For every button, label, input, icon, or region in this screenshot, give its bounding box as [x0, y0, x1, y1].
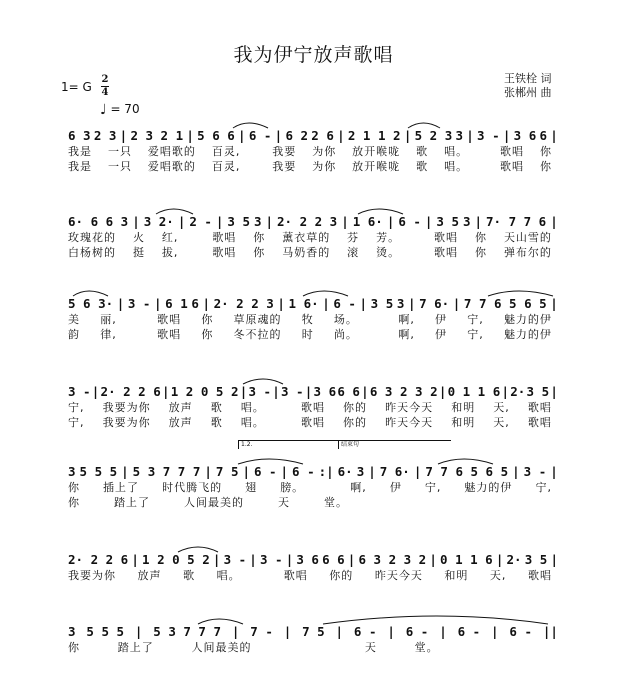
- lyric-word: 烫。: [376, 246, 401, 259]
- lyric-word: 歌唱: [300, 401, 325, 414]
- lyric-word: 你: [253, 246, 266, 259]
- lyric-word: 唱。: [444, 145, 469, 158]
- note-group: 6 3 2 3 2: [358, 552, 427, 567]
- lyric-word: 天山雪的: [503, 231, 552, 244]
- lyrics-verse-1: [68, 143, 558, 158]
- note-group: 2 -: [189, 214, 212, 229]
- bar-line: |: [238, 128, 246, 143]
- lyric-word: 挺: [132, 246, 145, 259]
- bar-line: |: [337, 128, 345, 143]
- bar-line: |: [134, 624, 143, 639]
- note-group: 3 6: [296, 552, 319, 567]
- lyric-word: 你的: [329, 569, 354, 582]
- lyric-word: 你: [539, 145, 552, 158]
- lyric-word: 我要为你: [102, 401, 151, 414]
- note-group: 3 5: [436, 214, 459, 229]
- note-group: 7 5: [215, 464, 239, 479]
- score-system: [68, 124, 558, 173]
- note-group: 3 -: [523, 464, 547, 479]
- note-group: 5 6 3·: [68, 296, 114, 311]
- note-group: 1 6·: [288, 296, 319, 311]
- bar-line: |: [161, 384, 170, 399]
- bar-line: |: [491, 624, 499, 639]
- lyric-word: 膀。: [280, 481, 305, 494]
- lyric-word: 放声: [168, 401, 193, 414]
- lyrics-verse-1: [68, 399, 558, 414]
- bar-line: |: [347, 552, 356, 567]
- composer-credit: 张郴州 曲: [504, 86, 552, 99]
- tempo-text: = 70: [110, 102, 140, 116]
- lyric-word: 韵: [68, 328, 80, 341]
- bar-line: |: [550, 552, 558, 567]
- note-group: 6 6: [337, 384, 360, 399]
- lyric-word: 昨天今天: [385, 416, 434, 429]
- note-group: 0 1 1 6: [440, 552, 493, 567]
- bar-line: |: [512, 464, 520, 479]
- bar-line: |: [413, 464, 422, 479]
- lyric-word: 啊,: [350, 481, 367, 494]
- lyric-word: 百灵,: [211, 160, 241, 173]
- lyric-word: 为你: [312, 160, 337, 173]
- lyric-word: 和明: [451, 401, 476, 414]
- lyric-word: 唱。: [216, 569, 241, 582]
- lyric-word: 歌唱: [157, 328, 182, 341]
- note-group: 6 -: [292, 464, 315, 479]
- note-group: 3 5: [370, 296, 394, 311]
- note-group: 6: [539, 128, 548, 143]
- lyric-word: 尚。: [333, 328, 358, 341]
- bar-line: |: [466, 128, 474, 143]
- note-group: 1 2 0 5 2: [142, 552, 210, 567]
- lyric-word: 美: [68, 313, 80, 326]
- note-group: 7 -: [250, 624, 273, 639]
- lyric-word: 你: [474, 246, 487, 259]
- lyric-word: 踏上了: [117, 641, 154, 654]
- lyric-word: 伊: [389, 481, 402, 494]
- lyric-word: 歌唱: [157, 313, 182, 326]
- note-group: 1 2 0 5 2: [170, 384, 239, 399]
- lyric-word: 我要: [272, 145, 297, 158]
- lyric-word: 我是: [68, 145, 92, 158]
- lyric-word: 薰衣草的: [282, 231, 331, 244]
- lyric-word: 昨天今天: [374, 569, 423, 582]
- bar-line: |: [550, 128, 558, 143]
- lyric-word: 魅力的伊: [503, 328, 552, 341]
- note-group: 6 -: [509, 624, 532, 639]
- bar-line: |: [285, 552, 294, 567]
- score-system: [68, 620, 558, 654]
- bar-line: |: [359, 296, 368, 311]
- volta-first-ending: 1.2.: [238, 440, 361, 449]
- score-system: [68, 548, 558, 582]
- bar-line: |: [249, 552, 257, 567]
- bar-line: |: [202, 296, 210, 311]
- bar-line: |: [474, 214, 483, 229]
- bar-line: |: [131, 552, 139, 567]
- lyric-word: 放开喉咙: [352, 160, 401, 173]
- note-group: 3 6: [313, 384, 337, 399]
- quarter-note-icon: ♩: [100, 102, 107, 118]
- bar-line: |: [335, 624, 344, 639]
- bar-line: |: [439, 624, 447, 639]
- lyric-word: 歌唱: [527, 416, 552, 429]
- lyric-word: 天: [278, 496, 290, 509]
- note-group: 7 7 6 5 6 5: [425, 464, 509, 479]
- note-group: 6·: [337, 464, 353, 479]
- lyrics-verse-1: [68, 479, 558, 494]
- bar-line: |: [361, 384, 369, 399]
- bar-line: |: [368, 464, 376, 479]
- bar-line: |: [403, 128, 412, 143]
- lyric-word: 宁,: [68, 416, 85, 429]
- note-group: 6 -: [253, 464, 277, 479]
- note-group: 6 6: [322, 552, 345, 567]
- lyrics-verse-2: [68, 158, 558, 173]
- lyric-word: 百灵,: [211, 145, 241, 158]
- lyric-word: 你: [68, 641, 80, 654]
- lyric-word: 我要为你: [102, 416, 151, 429]
- bar-line: |: [280, 464, 289, 479]
- note-group: 1 6·: [352, 214, 383, 229]
- lyric-word: 歌: [416, 160, 429, 173]
- lyrics-verse-1: [68, 567, 558, 582]
- bar-line: ||: [542, 624, 558, 639]
- melody-line: [68, 548, 558, 567]
- lyric-word: 宁,: [467, 328, 484, 341]
- lyric-word: 宁,: [535, 481, 552, 494]
- note-group: 3 5: [526, 384, 550, 399]
- melody-line: [68, 124, 558, 143]
- lyrics-verse-2: [68, 244, 558, 259]
- note-group: 0 1 1 6: [447, 384, 501, 399]
- lyric-word: 天,: [489, 569, 507, 582]
- lyric-word: 唱。: [444, 160, 469, 173]
- note-group: 3 -: [259, 552, 283, 567]
- lyric-word: 你: [68, 481, 80, 494]
- note-group: 5 3 7 7 7: [153, 624, 222, 639]
- time-signature: [101, 75, 109, 98]
- lyric-word: 我要为你: [68, 569, 116, 582]
- time-signature-top: 2: [101, 74, 109, 85]
- lyric-word: 你: [539, 160, 552, 173]
- lyric-word: 滚: [347, 246, 360, 259]
- volta-final-ending: 结束句: [338, 440, 451, 449]
- score-system: [68, 292, 558, 341]
- lyric-word: 歌唱: [499, 160, 524, 173]
- melody-line: [68, 380, 558, 399]
- melody-line: [68, 292, 558, 311]
- note-group: 3 2·: [143, 214, 174, 229]
- lyric-word: 放开喉咙: [352, 145, 401, 158]
- melody-line: [68, 620, 558, 639]
- lyric-word: 你: [201, 313, 214, 326]
- lyric-word: 歌唱: [527, 401, 552, 414]
- lyric-word: 堂。: [414, 641, 439, 654]
- bar-line: |: [550, 464, 558, 479]
- note-group: 3: [68, 624, 76, 639]
- lyric-word: 宁,: [424, 481, 442, 494]
- note-group: 6 3 2 3 2: [369, 384, 438, 399]
- bar-line: |: [242, 464, 250, 479]
- lyric-word: 你: [253, 231, 266, 244]
- note-group: 3 6: [513, 128, 537, 143]
- note-group: 2 3: [93, 128, 117, 143]
- note-group: 3: [356, 464, 365, 479]
- note-group: 6 -: [405, 624, 429, 639]
- bar-line: |: [407, 296, 416, 311]
- lyric-word: 歌唱: [300, 416, 325, 429]
- lyric-word: 放声: [137, 569, 162, 582]
- note-group: 3: [68, 464, 76, 479]
- bar-line: |: [116, 296, 125, 311]
- lyric-word: 爱唱歌的: [147, 145, 196, 158]
- lyric-word: 踏上了: [114, 496, 150, 509]
- bar-line: |: [177, 214, 186, 229]
- lyric-word: 牧: [301, 313, 314, 326]
- lyric-word: 火: [132, 231, 145, 244]
- note-group: 3 -: [127, 296, 151, 311]
- lyric-word: 玫瑰花的: [68, 231, 116, 244]
- bar-line: |: [550, 214, 558, 229]
- lyric-word: 歌唱: [527, 569, 552, 582]
- bar-line: |: [550, 296, 558, 311]
- lyric-word: 时: [301, 328, 314, 341]
- bar-line: |: [274, 128, 283, 143]
- lyric-word: 伊: [435, 313, 448, 326]
- lyric-word: 你: [474, 231, 487, 244]
- lyric-word: 放声: [168, 416, 193, 429]
- note-group: 7· 7 7 6: [486, 214, 547, 229]
- score-system: [68, 210, 558, 259]
- lyric-word: 宁,: [68, 401, 85, 414]
- note-group: 6 2: [285, 128, 309, 143]
- lyrics-verse-2: [68, 326, 558, 341]
- lyric-word: 和明: [444, 569, 469, 582]
- lyric-word: 律,: [100, 328, 117, 341]
- lyric-word: 歌: [210, 401, 223, 414]
- note-group: 2·: [506, 552, 522, 567]
- note-group: 2 6: [311, 128, 334, 143]
- lyric-word: 歌唱: [499, 145, 524, 158]
- lyric-word: 草原魂的: [233, 313, 282, 326]
- note-group: 3 -: [280, 384, 304, 399]
- lyric-word: 你的: [343, 416, 368, 429]
- note-group: 6· 6 6 3: [68, 214, 129, 229]
- lyric-word: 宁,: [467, 313, 484, 326]
- lyric-word: 我是: [68, 160, 92, 173]
- lyric-word: 啊,: [398, 313, 415, 326]
- page-title: 我为伊宁放声歌唱: [233, 44, 394, 66]
- bar-line: |: [121, 464, 129, 479]
- note-group: 3: [396, 296, 405, 311]
- bar-line: |: [386, 214, 395, 229]
- bar-line: |: [501, 384, 510, 399]
- lyric-word: 芳。: [376, 231, 401, 244]
- note-group: 2· 2 2 6: [68, 552, 129, 567]
- bar-line: |: [277, 296, 285, 311]
- bar-line: |: [204, 464, 212, 479]
- note-group: 2· 2 2 3: [277, 214, 338, 229]
- tempo-marking: [100, 102, 140, 118]
- note-group: 3 -: [477, 128, 500, 143]
- lyric-word: 昨天今天: [385, 401, 434, 414]
- note-group: 7 6·: [379, 464, 410, 479]
- bar-line: |: [429, 552, 437, 567]
- lyric-word: 插上了: [103, 481, 140, 494]
- key-signature: 1= G: [61, 80, 92, 94]
- melody-line: [68, 210, 558, 229]
- bar-line: |: [341, 214, 349, 229]
- lyrics-verse-1: [68, 229, 558, 244]
- lyric-word: 弹布尔的: [503, 246, 552, 259]
- lyric-word: 伊: [435, 328, 448, 341]
- bar-line: |: [438, 384, 447, 399]
- lyric-word: 歌唱: [283, 569, 308, 582]
- bar-line: |: [91, 384, 100, 399]
- bar-line: |: [215, 214, 224, 229]
- note-group: 3: [455, 128, 464, 143]
- note-group: 5 6 6: [197, 128, 235, 143]
- lyric-word: 天,: [493, 401, 510, 414]
- note-group: 3 5: [227, 214, 250, 229]
- lyric-word: 和明: [451, 416, 476, 429]
- score-system: [68, 380, 558, 429]
- lyrics-verse-2: [68, 414, 558, 429]
- lyric-word: 歌唱: [434, 246, 459, 259]
- lyrics-verse-2: [68, 494, 558, 509]
- lyric-word: 魅力的伊: [503, 313, 552, 326]
- note-group: 5 2 3: [414, 128, 453, 143]
- lyric-word: 丽,: [100, 313, 117, 326]
- lyric-word: 人间最美的: [184, 496, 244, 509]
- note-group: 6 -: [398, 214, 421, 229]
- bar-line: |: [239, 384, 248, 399]
- note-group: 2 3 2 1: [130, 128, 184, 143]
- lyric-word: 爱唱歌的: [147, 160, 196, 173]
- note-group: 2· 2 2 3: [213, 296, 274, 311]
- note-group: 6 3: [68, 128, 91, 143]
- lyric-word: 白杨树的: [68, 246, 116, 259]
- bar-line: |: [495, 552, 504, 567]
- lyric-word: 歌: [183, 569, 196, 582]
- lyrics-verse-1: [68, 311, 558, 326]
- lyric-word: 拔,: [161, 246, 179, 259]
- lyric-word: 唱。: [240, 416, 265, 429]
- bar-line: :|: [318, 464, 334, 479]
- lyric-word: 歌: [210, 416, 223, 429]
- note-group: 7 5: [302, 624, 325, 639]
- lyrics-verse-1: [68, 639, 558, 654]
- bar-line: |: [186, 128, 194, 143]
- note-group: 5 3 7 7 7: [132, 464, 201, 479]
- lyric-word: 歌: [416, 145, 429, 158]
- bar-line: |: [154, 296, 162, 311]
- bar-line: |: [231, 624, 240, 639]
- bar-line: |: [424, 214, 433, 229]
- bar-line: |: [304, 384, 313, 399]
- bar-line: |: [119, 128, 128, 143]
- note-group: 5 5 5: [79, 464, 118, 479]
- lyric-word: 歌唱: [434, 231, 459, 244]
- lyric-word: 翅: [245, 481, 258, 494]
- bar-line: |: [272, 384, 280, 399]
- note-group: 5 5 5: [86, 624, 125, 639]
- note-group: 3 -: [223, 552, 247, 567]
- note-group: 3 -: [68, 384, 91, 399]
- note-group: 6 -: [248, 128, 272, 143]
- lyric-word: 场。: [333, 313, 358, 326]
- note-group: 2 1 1 2: [347, 128, 401, 143]
- lyric-word: 歌唱: [212, 231, 237, 244]
- note-group: 6 -: [353, 624, 377, 639]
- lyric-word: 我要: [272, 160, 297, 173]
- lyric-word: 你的: [343, 401, 368, 414]
- bar-line: |: [265, 214, 274, 229]
- lyric-word: 魅力的伊: [464, 481, 513, 494]
- bar-line: |: [283, 624, 292, 639]
- bar-line: |: [452, 296, 461, 311]
- score-system: [68, 441, 558, 509]
- bar-line: |: [387, 624, 395, 639]
- lyric-word: 啊,: [398, 328, 415, 341]
- lyric-word: 你: [68, 496, 80, 509]
- lyric-word: 歌唱: [212, 246, 237, 259]
- bar-line: |: [132, 214, 140, 229]
- note-group: 3 -: [248, 384, 272, 399]
- bar-line: |: [212, 552, 221, 567]
- lyricist-credit: 王铁栓 词: [504, 72, 552, 85]
- lyric-word: 人间最美的: [191, 641, 252, 654]
- lyric-word: 天,: [493, 416, 510, 429]
- melody-line: [68, 460, 558, 479]
- lyric-word: 芬: [347, 231, 360, 244]
- note-group: 7 7 6 5 6 5: [463, 296, 547, 311]
- lyric-word: 为你: [312, 145, 337, 158]
- note-group: 6 -: [457, 624, 481, 639]
- lyric-word: 一只: [107, 145, 132, 158]
- note-group: 3: [462, 214, 471, 229]
- note-group: 3 5: [524, 552, 548, 567]
- lyric-word: 时代腾飞的: [162, 481, 223, 494]
- note-group: 7 6·: [419, 296, 450, 311]
- lyric-word: 唱。: [240, 401, 265, 414]
- note-group: 6 1: [165, 296, 188, 311]
- note-group: 2·: [510, 384, 526, 399]
- note-group: 6: [191, 296, 199, 311]
- lyric-word: 一只: [107, 160, 132, 173]
- lyric-word: 马奶香的: [282, 246, 331, 259]
- lyric-word: 红,: [161, 231, 179, 244]
- note-group: 6 -: [333, 296, 356, 311]
- bar-line: |: [550, 384, 558, 399]
- note-group: 3: [253, 214, 262, 229]
- bar-line: |: [502, 128, 511, 143]
- lyric-word: 天: [364, 641, 377, 654]
- lyric-word: 你: [201, 328, 214, 341]
- lyric-word: 堂。: [324, 496, 348, 509]
- lyric-word: 冬不拉的: [233, 328, 282, 341]
- time-signature-bottom: 4: [101, 87, 109, 98]
- note-group: 2· 2 2 6: [100, 384, 161, 399]
- bar-line: |: [322, 296, 330, 311]
